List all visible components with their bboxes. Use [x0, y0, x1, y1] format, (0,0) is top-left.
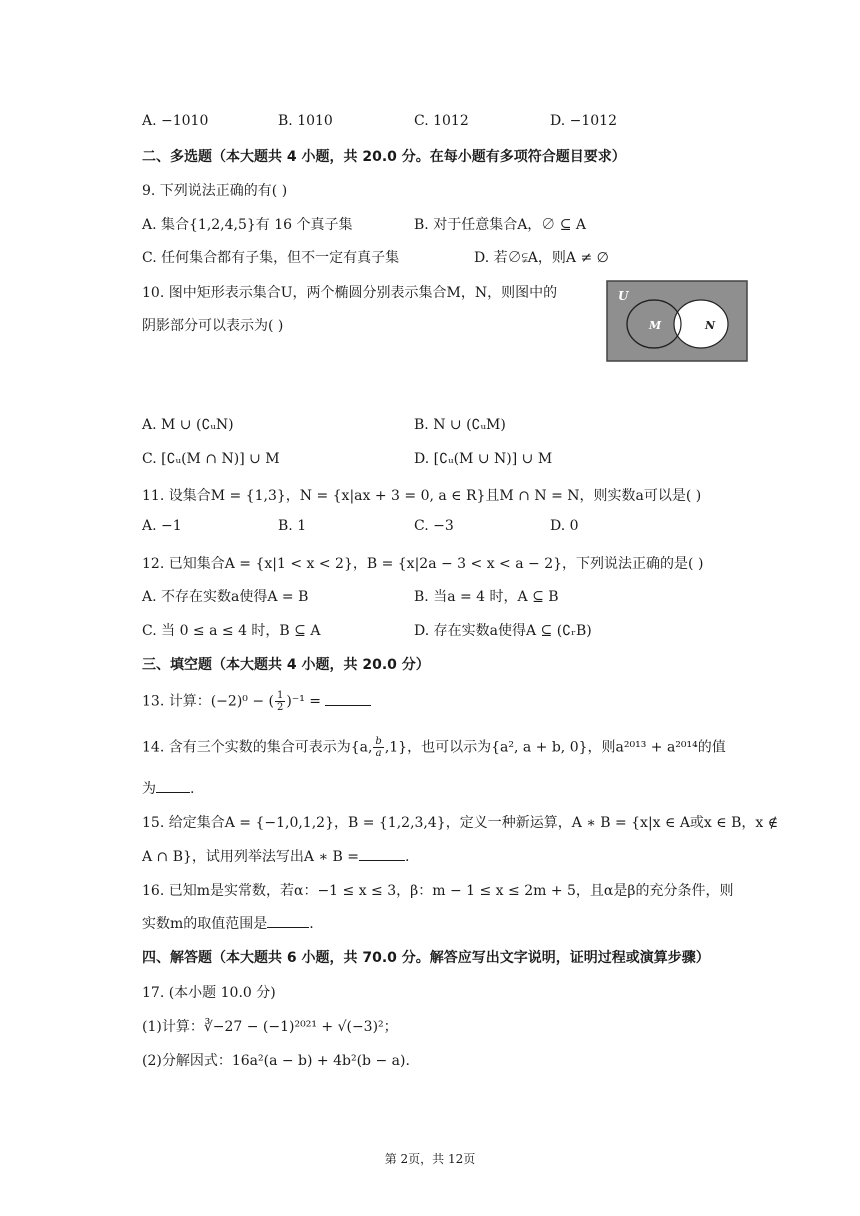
- q11-option-b: B. 1: [278, 518, 307, 534]
- q11-stem: 11. 设集合M = {1,3}，N = {x|ax + 3 = 0, a ∈ R}且M ∩ N = N，则实数a可以是( ): [142, 488, 702, 504]
- q14-line2: 为 .: [142, 781, 195, 797]
- q14-fraction: [373, 736, 383, 759]
- q13-suffix: )⁻¹ =: [286, 693, 322, 710]
- q10-option-c: C. [∁ᵤ(M ∩ N)] ∪ M: [142, 451, 280, 467]
- q14-line1: [142, 736, 726, 759]
- q13-denominator: 2: [276, 702, 284, 713]
- q10-stem-line1: 10. 图中矩形表示集合U，两个椭圆分别表示集合M，N，则图中的: [142, 285, 558, 301]
- q16-line2-text: 实数m的取值范围是: [142, 916, 268, 932]
- q16-line2: 实数m的取值范围是 .: [142, 916, 314, 932]
- q9-stem: 9. 下列说法正确的有( ): [142, 183, 288, 199]
- q13-fraction: [275, 690, 285, 713]
- q15-line2: A ∩ B}，试用列举法写出A ∗ B = .: [142, 849, 410, 865]
- q16-answer-blank[interactable]: [267, 926, 309, 928]
- q9-option-d: D. 若∅⫋A，则A ≠ ∅: [474, 250, 609, 266]
- page-footer: 第 2页，共 12页: [384, 1152, 476, 1166]
- q17-stem: 17. (本小题 10.0 分): [142, 985, 276, 1001]
- q17-part1: (1)计算：∛−27 − (−1)²⁰²¹ + √(−3)²；: [142, 1019, 398, 1035]
- set-n-ellipse: [674, 300, 728, 348]
- q14-prefix: 14. 含有三个实数的集合可表示为{a,: [142, 739, 373, 756]
- q15-answer-blank[interactable]: [359, 859, 405, 861]
- q8-option-b: B. 1010: [278, 113, 333, 129]
- label-n: N: [705, 319, 716, 332]
- q9-option-c: C. 任何集合都有子集，但不一定有真子集: [142, 250, 400, 266]
- q14-line2-text: 为: [142, 781, 156, 797]
- q12-option-b: B. 当a = 4 时，A ⊆ B: [414, 589, 559, 605]
- q14-denominator: a: [375, 748, 382, 759]
- q12-option-a: A. 不存在实数a使得A = B: [142, 589, 309, 605]
- section-heading-solutions: 四、解答题（本大题共 6 小题，共 70.0 分。解答应写出文字说明，证明过程或演算步骤）: [142, 950, 710, 966]
- q13-line: [142, 690, 371, 713]
- q10-stem-line2: 阴影部分可以表示为( ): [142, 318, 284, 334]
- q15-line1: 15. 给定集合A = {−1,0,1,2}，B = {1,2,3,4}，定义一种新运算，A ∗ B = {x|x ∈ A或x ∈ B，x ∉: [142, 815, 779, 831]
- q10-option-d: D. [∁ᵤ(M ∪ N)] ∪ M: [414, 451, 553, 467]
- q12-option-c: C. 当 0 ≤ a ≤ 4 时，B ⊆ A: [142, 623, 321, 639]
- q14-suffix: ,1}，也可以示为{a², a + b, 0}，则a²⁰¹³ + a²⁰¹⁴的值: [384, 739, 726, 756]
- q9-option-b: B. 对于任意集合A，∅ ⊆ A: [414, 217, 587, 233]
- section-heading-fill-in: 三、填空题（本大题共 4 小题，共 20.0 分）: [142, 657, 430, 673]
- q11-option-c: C. −3: [414, 518, 454, 534]
- q10-option-b: B. N ∪ (∁ᵤM): [414, 417, 506, 433]
- q8-option-a: A. −1010: [142, 113, 209, 129]
- q12-option-d: D. 存在实数a使得A ⊆ (∁ᵣB): [414, 623, 592, 639]
- q11-option-d: D. 0: [550, 518, 579, 534]
- q12-stem: 12. 已知集合A = {x|1 < x < 2}，B = {x|2a − 3 < x < a − 2}，下列说法正确的是( ): [142, 556, 704, 572]
- q13-answer-blank[interactable]: [325, 704, 371, 706]
- q13-numerator: 1: [276, 690, 284, 701]
- section-heading-multiple-choice: 二、多选题（本大题共 4 小题，共 20.0 分。在每小题有多项符合题目要求）: [142, 149, 626, 165]
- q8-option-d: D. −1012: [550, 113, 617, 129]
- venn-diagram: [606, 280, 748, 362]
- q13-prefix: 13. 计算：(−2)⁰ − (: [142, 693, 274, 710]
- q11-option-a: A. −1: [142, 518, 182, 534]
- q16-line1: 16. 已知m是实常数，若α：−1 ≤ x ≤ 3，β：m − 1 ≤ x ≤ 2m + 5，且α是β的充分条件，则: [142, 883, 734, 899]
- label-u: U: [618, 289, 629, 303]
- label-m: M: [649, 319, 662, 332]
- q8-option-c: C. 1012: [414, 113, 469, 129]
- q9-option-a: A. 集合{1,2,4,5}有 16 个真子集: [142, 217, 353, 233]
- q10-option-a: A. M ∪ (∁ᵤN): [142, 417, 234, 433]
- q15-line2-text: A ∩ B}，试用列举法写出A ∗ B =: [142, 849, 359, 865]
- q14-numerator: b: [375, 736, 382, 747]
- q17-part2: (2)分解因式：16a²(a − b) + 4b²(b − a).: [142, 1053, 410, 1069]
- q14-answer-blank[interactable]: [156, 791, 190, 793]
